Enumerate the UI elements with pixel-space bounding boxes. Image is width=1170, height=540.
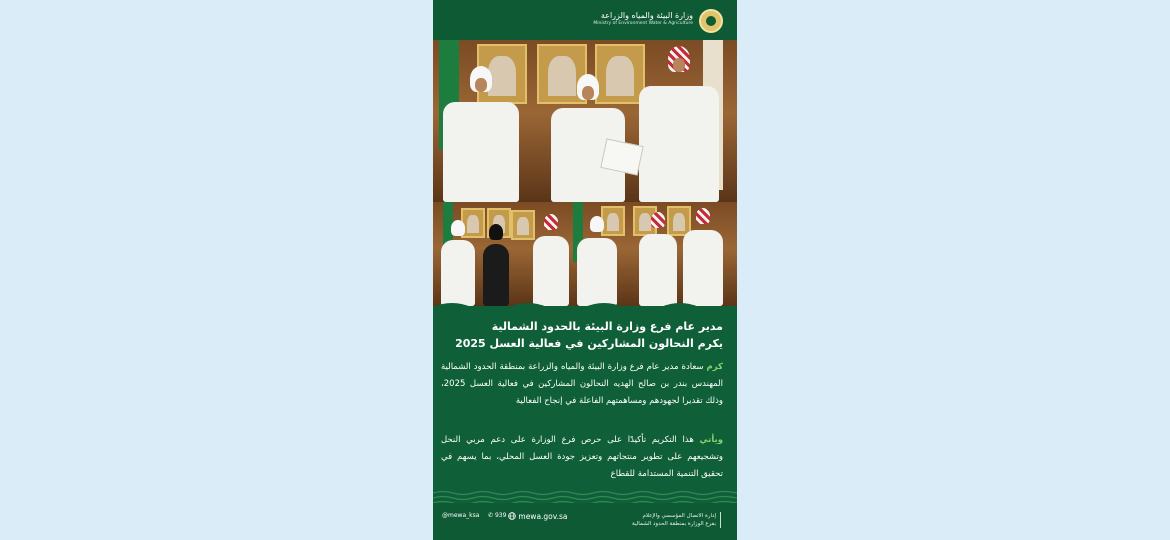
- headline: [451, 318, 723, 352]
- paragraph-2: [441, 432, 723, 483]
- ministry-name-en: Ministry of Environment Water & Agriculture: [593, 21, 693, 26]
- ministry-logo: [593, 11, 693, 27]
- header-bar: [433, 0, 737, 40]
- paragraph-1-lead: كرم: [706, 362, 723, 372]
- website-link[interactable]: [508, 512, 568, 521]
- paragraph-1: [441, 359, 723, 410]
- ceremony-photo-top: [433, 40, 737, 202]
- website-text: mewa.gov.sa: [518, 512, 568, 521]
- department-line-1: إدارة الاتصال المؤسسي والإعلام: [642, 513, 716, 519]
- paragraph-2-body: هذا التكريم تأكيدًا على حرص فرع الوزارة على دعم مربي النحل وتشجيعهم على تطوير منتجاتهم وتعزيز جودة العسل المحلي، بما يسهم في تحقيق التنمية المستدامة للقطاع: [441, 435, 723, 479]
- phone-text: 939: [494, 512, 507, 519]
- department-line-2: بفرع الوزارة بمنطقة الحدود الشمالية: [632, 521, 716, 527]
- news-post: [433, 0, 737, 540]
- social-handle[interactable]: [442, 512, 479, 519]
- paragraph-2-lead: ويأتي: [699, 435, 723, 445]
- ministry-emblem-icon: [699, 9, 723, 33]
- globe-icon: [508, 512, 516, 520]
- wave-divider: [433, 299, 737, 311]
- paragraph-1-body: سعادة مدير عام فرع وزارة البيئة والمياه والزراعة بمنطقة الحدود الشمالية المهندس بندر بن صالح الهديه النحالون المشاركين في فعالية العسل 2025، وذلك تقديرا لجهودهم ومساهمتهم الفاعلة في إنجاح الفعالية: [441, 362, 723, 406]
- phone-icon: ✆: [488, 512, 494, 519]
- department-label: [632, 512, 721, 528]
- ceremony-photo-bottom: [433, 202, 737, 306]
- ministry-name-ar: وزارة البيئة والمياه والزراعة: [600, 11, 693, 20]
- footer-bar: [433, 503, 737, 540]
- decorative-wave-pattern: [433, 490, 737, 504]
- headline-line-1: مدير عام فرع وزارة البيئة بالحدود الشمالية: [491, 320, 723, 333]
- headline-line-2: يكرم النحالون المشاركين في فعالية العسل 2025: [455, 337, 723, 350]
- handle-text: @mewa_ksa: [442, 512, 480, 519]
- phone-number[interactable]: [488, 512, 506, 519]
